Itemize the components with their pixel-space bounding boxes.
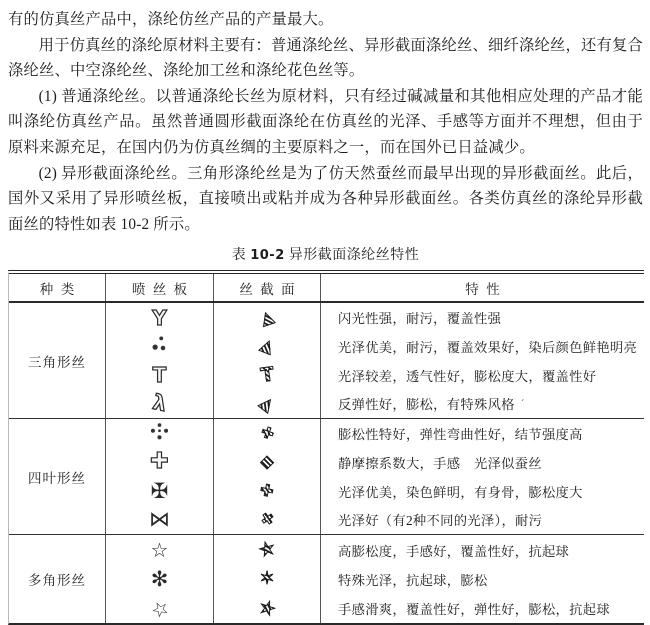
property-cell xyxy=(321,419,644,448)
spinneret-y-icon xyxy=(106,303,214,332)
property-cell xyxy=(321,448,644,477)
table-row xyxy=(106,303,644,332)
spinneret-cross-icon xyxy=(106,448,214,477)
cross-section-snowflake-icon: ✶ xyxy=(259,568,275,590)
table-number: 10-2 xyxy=(250,248,285,264)
spinneret-three-dots-icon xyxy=(106,332,214,361)
property-cell xyxy=(321,594,644,623)
group-rows xyxy=(106,535,644,623)
property-cell xyxy=(321,390,644,419)
property-text: 静摩擦系数大，手感 光泽似蚕丝 xyxy=(338,455,542,471)
cross-section-triangle-icon: ▲ xyxy=(258,306,276,329)
table-caption xyxy=(8,244,643,264)
property-text: 手感滑爽，覆盖性好，弹性好，膨松，抗起球 xyxy=(338,602,610,618)
property-text: 高膨松度，手感好，覆盖性好，抗起球 xyxy=(338,543,570,559)
spinneret-star-icon xyxy=(106,535,214,564)
paragraph-continuation: 有的仿真丝产品中，涤纶仿丝产品的产量最大。 xyxy=(8,11,334,28)
spinneret-bowtie-icon xyxy=(106,506,214,535)
table-group xyxy=(9,535,644,623)
property-cell xyxy=(321,303,644,332)
spinneret-star-rotated-icon xyxy=(106,594,214,623)
spinneret-trilobal-icon xyxy=(106,390,214,419)
property-cell xyxy=(321,332,644,361)
cross-section-t-icon: T xyxy=(258,362,275,387)
spinneret-t-icon: T xyxy=(152,363,167,388)
header-cell-cross-section: 丝截面 xyxy=(214,274,321,301)
spinneret-bowtie-icon: ⋈ xyxy=(149,507,170,532)
cross-section-cross-icon xyxy=(214,477,321,506)
cross-section-triangle-icon xyxy=(214,390,321,419)
table-row xyxy=(106,361,644,390)
property-cell xyxy=(321,477,644,506)
spinneret-star-rotated-icon: ☆ xyxy=(145,593,174,624)
cross-section-snowflake-icon xyxy=(214,565,321,594)
property-cell xyxy=(321,535,644,564)
body-text xyxy=(8,7,643,237)
spinneret-snowflake-icon: ✻ xyxy=(150,566,169,591)
property-text: 光泽较差，透气性好，膨松度大，覆盖性好 xyxy=(338,368,597,384)
cross-section-diamond-icon xyxy=(214,448,321,477)
table-group xyxy=(9,303,644,419)
table-row xyxy=(106,477,644,506)
table-row xyxy=(106,448,644,477)
cross-section-x-icon xyxy=(214,506,321,535)
property-cell xyxy=(321,361,644,390)
category-cell: 三角形丝 xyxy=(9,303,106,418)
cross-section-star-icon xyxy=(214,535,321,564)
table-caption-text: 异形截面涤纶丝特性 xyxy=(288,248,420,264)
cross-section-cross-icon: ✚ xyxy=(258,422,277,444)
cross-section-x-icon: ✖ xyxy=(259,509,275,530)
cross-section-triangle-icon xyxy=(214,332,321,361)
paragraph-shaped-section: (2) 异形截面涤纶丝。三角形涤纶丝是为了仿天然蚕丝而最早出现的异形截面丝。此后，国外又采用了异形喷丝板，直接喷出或粘并成为各种异形截面丝。各类仿真丝的涤纶异形截面丝的特性如表 10-2 所示。 xyxy=(8,164,643,233)
spinneret-five-dots-icon xyxy=(106,419,214,448)
stray-mark: ˊ xyxy=(520,397,525,410)
property-text: 闪光性强，耐污，覆盖性强 xyxy=(338,311,502,327)
table-group xyxy=(9,419,644,535)
spinneret-five-dots-icon xyxy=(149,422,170,446)
table-header-row xyxy=(9,274,644,303)
spinneret-trilobal-icon: λ xyxy=(150,390,169,417)
property-text: 反弹性好，膨松，有特殊风格 xyxy=(338,397,515,413)
table-body xyxy=(9,303,644,623)
cross-section-triangle-icon xyxy=(214,303,321,332)
spinneret-cross-potent-icon: ✠ xyxy=(150,478,169,503)
cross-section-star-icon: ★ xyxy=(256,595,279,621)
table-row xyxy=(106,506,644,535)
spinneret-cross-icon: ✚ xyxy=(150,449,169,475)
table-row xyxy=(106,419,644,448)
header-cell-property: 特性 xyxy=(465,281,508,297)
property-cell xyxy=(321,506,644,535)
property-cell xyxy=(321,565,644,594)
property-text: 光泽优美，染色鲜明，有身骨，膨松度大 xyxy=(338,484,583,500)
spinneret-y-icon: Y xyxy=(152,305,167,330)
property-text: 特殊光泽，抗起球，膨松 xyxy=(338,572,488,588)
group-rows xyxy=(106,303,644,418)
paragraph-ordinary-polyester: (1) 普通涤纶丝。以普通涤纶长丝为原材料，只有经过碱减量和其他相应处理的产品才能叫涤纶仿真丝产品。虽然普通圆形截面涤纶在仿真丝的光泽、手感等方面并不理想，但由于原料来源充足，在国内仍为仿真丝绸的主要原料之一，而在国外已日益减少。 xyxy=(8,87,643,156)
table-row xyxy=(106,535,644,564)
property-text: 光泽好（有2种不同的光泽），耐污 xyxy=(338,513,543,529)
spinneret-cross-potent-icon xyxy=(106,477,214,506)
cross-section-star-icon: ★ xyxy=(256,537,278,562)
fiber-properties-table xyxy=(8,270,644,625)
cross-section-star-icon xyxy=(214,594,321,623)
table-row xyxy=(106,594,644,623)
cross-section-triangle-icon: ▲ xyxy=(256,392,279,415)
cross-section-cross-icon xyxy=(214,419,321,448)
group-rows xyxy=(106,419,644,534)
category-cell: 四叶形丝 xyxy=(9,419,106,534)
table-row xyxy=(106,565,644,594)
table-caption-prefix: 表 xyxy=(231,248,247,264)
property-text: 膨松性特好，弹性弯曲性好，结节强度高 xyxy=(338,427,583,443)
category-cell: 多角形丝 xyxy=(9,535,106,623)
cross-section-cross-icon: ✚ xyxy=(258,480,276,502)
spinneret-t-icon xyxy=(106,361,214,390)
cross-section-t-icon xyxy=(214,361,321,390)
header-cell-category: 种类 xyxy=(9,274,106,301)
property-text: 光泽优美，耐污，覆盖效果好，染后颜色鲜艳明亮 xyxy=(338,339,638,355)
table-row xyxy=(106,332,644,361)
header-cell-spinneret: 喷丝板 xyxy=(106,274,214,301)
spinneret-star-icon: ☆ xyxy=(150,538,169,562)
cross-section-triangle-icon: ▲ xyxy=(257,334,277,358)
table-row xyxy=(106,390,644,419)
paragraph-materials: 用于仿真丝的涤纶原材料主要有：普通涤纶丝、异形截面涤纶丝、细纤涤纶丝，还有复合涤纶丝、中空涤纶丝、涤纶加工丝和涤纶花色丝等。 xyxy=(8,36,643,80)
spinneret-snowflake-icon xyxy=(106,565,214,594)
cross-section-diamond-icon: ◆ xyxy=(260,451,274,472)
spinneret-three-dots-icon xyxy=(149,334,170,358)
